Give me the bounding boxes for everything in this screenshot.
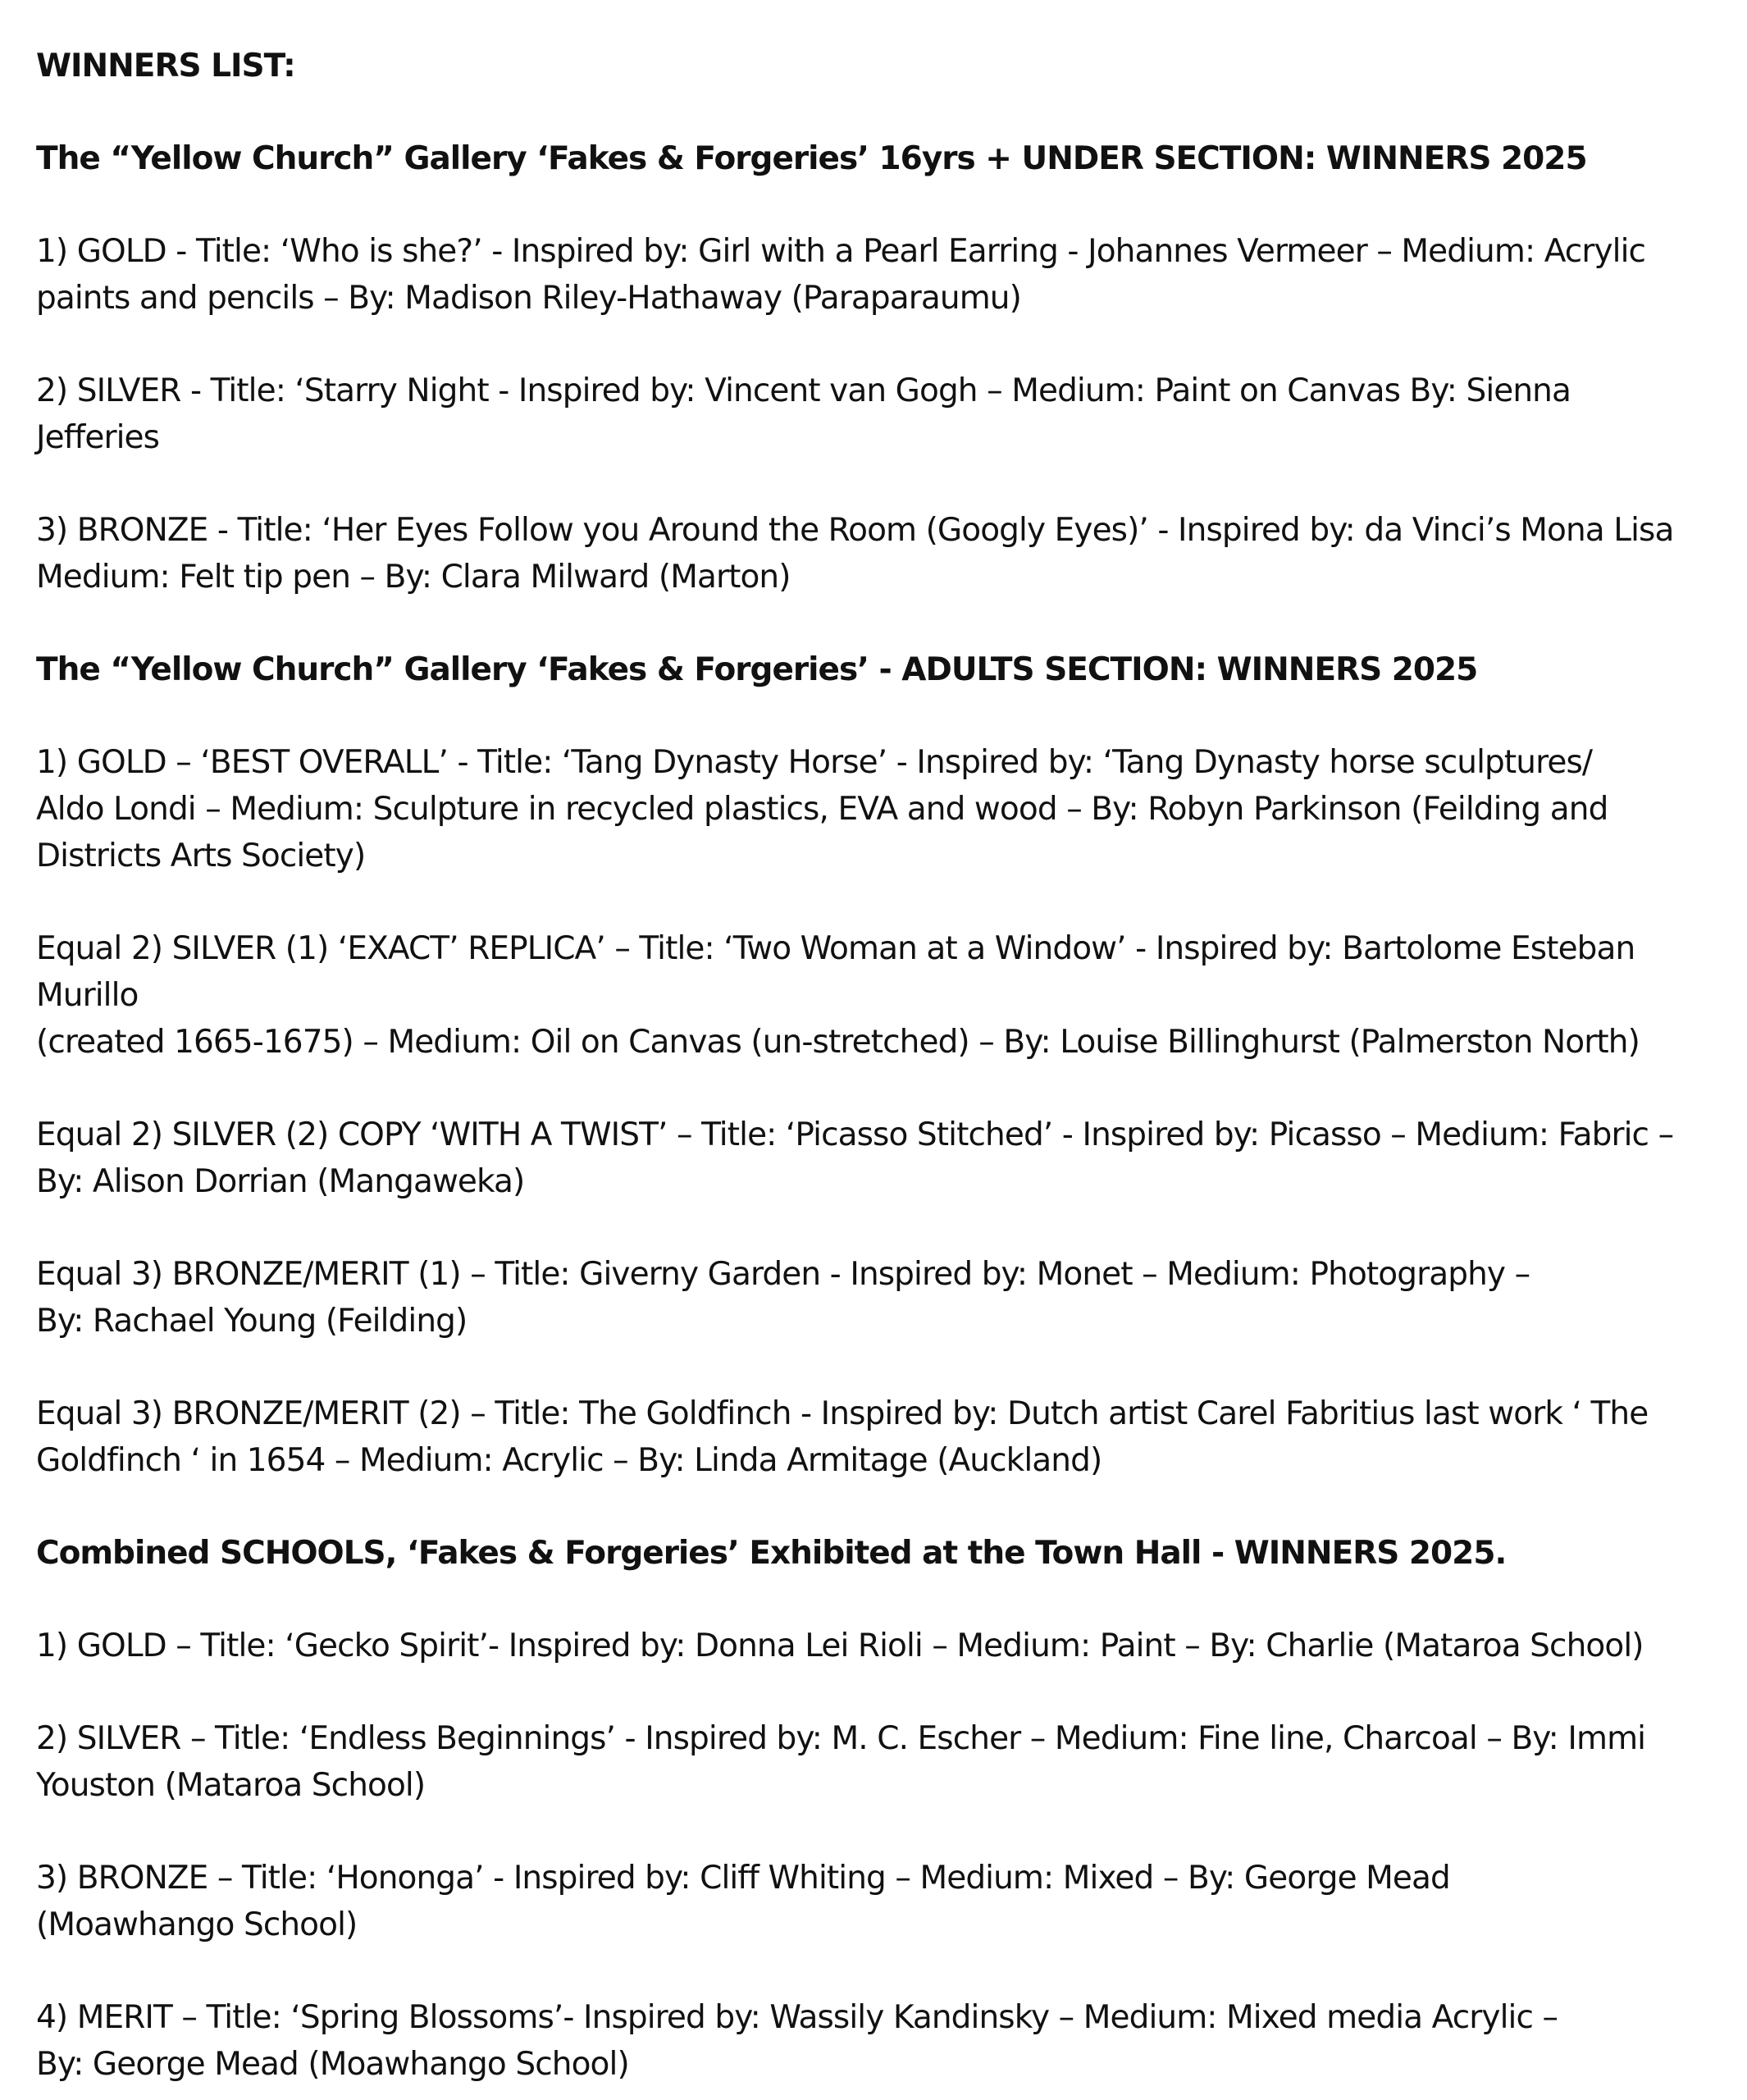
entry-under16-bronze [36, 507, 1722, 600]
entry-line: By: Rachael Young (Feilding) [36, 1303, 468, 1340]
entry-line: Goldfinch ‘ in 1654 – Medium: Acrylic – By: Linda Armitage (Auckland) [36, 1442, 1102, 1479]
spacer [36, 461, 1722, 507]
entry-line: Equal 3) BRONZE/MERIT (2) – Title: The Goldfinch - Inspired by: Dutch artist Carel Fabritius last work ‘ The [36, 1395, 1649, 1432]
entry-line: Aldo Londi – Medium: Sculpture in recycled plastics, EVA and wood – By: Robyn Parkinson (Feilding and [36, 791, 1608, 828]
entry-line: Youston (Mataroa School) [36, 1767, 426, 1804]
entry-line: 2) SILVER - Title: ‘Starry Night - Inspired by: Vincent van Gogh – Medium: Paint on Canvas By: Sienna [36, 372, 1571, 409]
entry-line: Districts Arts Society) [36, 838, 366, 874]
entry-line: 1) GOLD – Title: ‘Gecko Spirit’- Inspired by: Donna Lei Rioli – Medium: Paint – By: Charlie (Mataroa School) [36, 1628, 1644, 1664]
entry-line: By: George Mead (Moawhango School) [36, 2046, 629, 2083]
entry-adults-gold [36, 739, 1722, 879]
entry-adults-bronze-1 [36, 1251, 1722, 1344]
entry-line: 2) SILVER – Title: ‘Endless Beginnings’ - Inspired by: M. C. Escher – Medium: Fine line, Charcoal – By: Immi [36, 1720, 1646, 1757]
spacer [36, 1948, 1722, 1994]
section-heading-adults: The “Yellow Church” Gallery ‘Fakes & Forgeries’ - ADULTS SECTION: WINNERS 2025 [36, 651, 1478, 688]
entry-line: Equal 3) BRONZE/MERIT (1) – Title: Giverny Garden - Inspired by: Monet – Medium: Photography – [36, 1256, 1530, 1293]
entry-line: paints and pencils – By: Madison Riley-Hathaway (Paraparaumu) [36, 280, 1021, 317]
entry-line: 1) GOLD - Title: ‘Who is she?’ - Inspired by: Girl with a Pearl Earring - Johannes Vermeer – Medium: Acrylic [36, 233, 1646, 270]
spacer [36, 1809, 1722, 1855]
entry-line: 4) MERIT – Title: ‘Spring Blossoms’- Inspired by: Wassily Kandinsky – Medium: Mixed media Acrylic – [36, 1999, 1558, 2036]
spacer [36, 322, 1722, 368]
spacer [36, 182, 1722, 228]
entry-adults-silver-2 [36, 1112, 1722, 1205]
section-heading-under-16: The “Yellow Church” Gallery ‘Fakes & Forgeries’ 16yrs + UNDER SECTION: WINNERS 2025 [36, 140, 1587, 177]
spacer [36, 1066, 1722, 1112]
entry-line: By: Alison Dorrian (Mangaweka) [36, 1163, 525, 1200]
entry-under16-gold [36, 228, 1722, 322]
document-heading: WINNERS LIST: [36, 48, 295, 84]
entry-line: 3) BRONZE – Title: ‘Hononga’ - Inspired by: Cliff Whiting – Medium: Mixed – By: George Mead [36, 1860, 1450, 1897]
winners-document [36, 43, 1722, 2088]
entry-under16-silver [36, 368, 1722, 461]
spacer [36, 693, 1722, 739]
entry-schools-bronze [36, 1855, 1722, 1948]
entry-line: Murillo [36, 977, 139, 1014]
entry-schools-merit [36, 1994, 1722, 2088]
entry-line: 3) BRONZE - Title: ‘Her Eyes Follow you Around the Room (Googly Eyes)’ - Inspired by: da Vinci’s Mona Lisa [36, 512, 1674, 549]
spacer [36, 1577, 1722, 1623]
entry-line: 1) GOLD – ‘BEST OVERALL’ - Title: ‘Tang Dynasty Horse’ - Inspired by: ‘Tang Dynasty horse sculptures/ [36, 744, 1593, 781]
entry-schools-silver [36, 1715, 1722, 1809]
entry-adults-bronze-2 [36, 1390, 1722, 1484]
entry-schools-gold [36, 1623, 1722, 1669]
entry-line: (Moawhango School) [36, 1906, 358, 1943]
entry-line: (created 1665-1675) – Medium: Oil on Canvas (un-stretched) – By: Louise Billinghurst (Palmerston North) [36, 1024, 1640, 1061]
entry-line: Equal 2) SILVER (1) ‘EXACT’ REPLICA’ – Title: ‘Two Woman at a Window’ - Inspired by: Bartolome Esteban [36, 930, 1635, 967]
section-heading-schools: Combined SCHOOLS, ‘Fakes & Forgeries’ Exhibited at the Town Hall - WINNERS 2025. [36, 1535, 1507, 1572]
spacer [36, 879, 1722, 925]
spacer [36, 89, 1722, 135]
spacer [36, 1669, 1722, 1715]
entry-line: Jefferies [36, 419, 160, 456]
entry-line: Equal 2) SILVER (2) COPY ‘WITH A TWIST’ – Title: ‘Picasso Stitched’ - Inspired by: Picasso – Medium: Fabric – [36, 1116, 1674, 1153]
spacer [36, 1484, 1722, 1530]
spacer [36, 600, 1722, 646]
entry-line: Medium: Felt tip pen – By: Clara Milward (Marton) [36, 559, 791, 596]
entry-adults-silver-1 [36, 925, 1722, 1066]
spacer [36, 1344, 1722, 1390]
spacer [36, 1205, 1722, 1251]
